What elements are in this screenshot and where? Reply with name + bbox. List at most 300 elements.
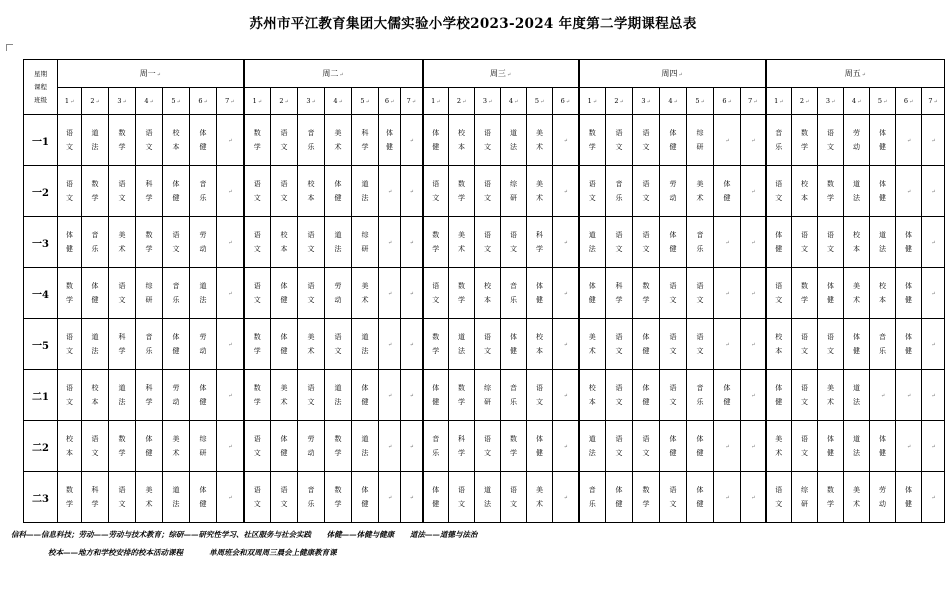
- subject-cell[interactable]: [352, 115, 379, 166]
- subject-cell[interactable]: [766, 421, 792, 472]
- subject-cell[interactable]: [244, 217, 271, 268]
- subject-cell[interactable]: [298, 115, 325, 166]
- subject-cell[interactable]: [449, 472, 475, 523]
- subject-cell[interactable]: [714, 115, 741, 166]
- subject-cell[interactable]: [633, 370, 660, 421]
- subject-cell[interactable]: [687, 421, 714, 472]
- subject-cell[interactable]: [401, 166, 423, 217]
- subject-name: 体 健: [696, 435, 704, 457]
- subject-cell[interactable]: [401, 370, 423, 421]
- subject-cell[interactable]: [423, 472, 449, 523]
- subject-cell[interactable]: [244, 115, 271, 166]
- subject-cell[interactable]: [741, 166, 766, 217]
- subject-cell[interactable]: [714, 217, 741, 268]
- subject-cell[interactable]: [660, 166, 687, 217]
- subject-cell[interactable]: [58, 268, 82, 319]
- subject-cell[interactable]: [82, 370, 109, 421]
- subject-name: 音 乐: [510, 384, 517, 406]
- subject-cell[interactable]: [922, 217, 945, 268]
- subject-name: 劳 动: [879, 486, 886, 508]
- subject-cell[interactable]: [527, 268, 553, 319]
- subject-cell[interactable]: [163, 319, 190, 370]
- subject-name: 数 学: [432, 231, 440, 253]
- subject-cell[interactable]: [579, 268, 606, 319]
- subject-cell[interactable]: [190, 115, 217, 166]
- subject-cell[interactable]: [714, 268, 741, 319]
- subject-cell[interactable]: [922, 319, 945, 370]
- subject-cell[interactable]: [82, 472, 109, 523]
- subject-cell[interactable]: [606, 370, 633, 421]
- subject-cell[interactable]: [244, 268, 271, 319]
- subject-cell[interactable]: [766, 268, 792, 319]
- subject-cell[interactable]: [527, 115, 553, 166]
- subject-cell[interactable]: [714, 319, 741, 370]
- subject-cell[interactable]: [325, 115, 352, 166]
- subject-cell[interactable]: [766, 319, 792, 370]
- subject-cell[interactable]: [379, 268, 401, 319]
- subject-cell[interactable]: [844, 370, 870, 421]
- subject-cell[interactable]: [449, 421, 475, 472]
- subject-cell[interactable]: [606, 217, 633, 268]
- subject-cell[interactable]: [501, 166, 527, 217]
- subject-cell[interactable]: [844, 319, 870, 370]
- subject-cell[interactable]: [244, 319, 271, 370]
- subject-cell[interactable]: [660, 217, 687, 268]
- subject-cell[interactable]: [633, 319, 660, 370]
- subject-cell[interactable]: [660, 472, 687, 523]
- period-number: 3↵: [298, 88, 325, 115]
- subject-cell[interactable]: [579, 115, 606, 166]
- subject-cell[interactable]: [687, 319, 714, 370]
- subject-cell[interactable]: [792, 268, 818, 319]
- subject-cell[interactable]: [271, 115, 298, 166]
- subject-cell[interactable]: [766, 370, 792, 421]
- subject-name: 美 术: [536, 129, 543, 151]
- subject-cell[interactable]: [449, 319, 475, 370]
- subject-cell[interactable]: [163, 421, 190, 472]
- subject-cell[interactable]: [579, 217, 606, 268]
- subject-name: 校 本: [853, 231, 860, 253]
- subject-cell[interactable]: [136, 370, 163, 421]
- subject-cell[interactable]: [501, 115, 527, 166]
- subject-cell[interactable]: [870, 166, 896, 217]
- subject-cell[interactable]: [844, 166, 870, 217]
- subject-cell[interactable]: [792, 472, 818, 523]
- subject-cell[interactable]: [606, 421, 633, 472]
- class-label: 一1: [24, 115, 58, 166]
- subject-cell[interactable]: [136, 115, 163, 166]
- subject-cell[interactable]: [606, 115, 633, 166]
- subject-cell[interactable]: [217, 421, 244, 472]
- subject-cell[interactable]: [553, 370, 579, 421]
- subject-cell[interactable]: [766, 472, 792, 523]
- subject-cell[interactable]: [660, 115, 687, 166]
- subject-cell[interactable]: [58, 217, 82, 268]
- subject-cell[interactable]: [379, 166, 401, 217]
- subject-cell[interactable]: [687, 370, 714, 421]
- subject-cell[interactable]: [401, 472, 423, 523]
- subject-cell[interactable]: [217, 217, 244, 268]
- subject-cell[interactable]: [271, 217, 298, 268]
- subject-cell[interactable]: [475, 115, 501, 166]
- subject-cell[interactable]: [870, 319, 896, 370]
- subject-cell[interactable]: [423, 115, 449, 166]
- subject-cell[interactable]: [325, 268, 352, 319]
- subject-name: 数 学: [253, 129, 261, 151]
- subject-cell[interactable]: [190, 217, 217, 268]
- subject-cell[interactable]: [553, 268, 579, 319]
- subject-cell[interactable]: [325, 319, 352, 370]
- subject-cell[interactable]: [379, 115, 401, 166]
- subject-cell[interactable]: [109, 115, 136, 166]
- subject-cell[interactable]: [818, 370, 844, 421]
- subject-cell[interactable]: [792, 166, 818, 217]
- subject-cell[interactable]: [792, 421, 818, 472]
- subject-cell[interactable]: [870, 370, 896, 421]
- subject-cell[interactable]: [553, 472, 579, 523]
- subject-cell[interactable]: [896, 166, 922, 217]
- subject-cell[interactable]: [714, 421, 741, 472]
- subject-cell[interactable]: [870, 115, 896, 166]
- subject-cell[interactable]: [741, 370, 766, 421]
- subject-cell[interactable]: [741, 217, 766, 268]
- subject-cell[interactable]: [190, 268, 217, 319]
- subject-cell[interactable]: [109, 319, 136, 370]
- subject-cell[interactable]: [217, 115, 244, 166]
- subject-cell[interactable]: [82, 217, 109, 268]
- subject-cell[interactable]: [325, 370, 352, 421]
- subject-cell[interactable]: [423, 421, 449, 472]
- subject-cell[interactable]: [741, 421, 766, 472]
- subject-cell[interactable]: [896, 319, 922, 370]
- subject-cell[interactable]: [527, 166, 553, 217]
- corner-label: 课程: [34, 82, 47, 91]
- subject-name: 语 文: [118, 282, 126, 304]
- subject-cell[interactable]: [379, 421, 401, 472]
- subject-name: 语 文: [696, 282, 704, 304]
- subject-cell[interactable]: [298, 166, 325, 217]
- subject-cell[interactable]: [792, 370, 818, 421]
- subject-cell[interactable]: [501, 319, 527, 370]
- subject-name: 音 乐: [307, 129, 315, 151]
- subject-cell[interactable]: [136, 472, 163, 523]
- subject-cell[interactable]: [896, 472, 922, 523]
- subject-cell[interactable]: [527, 217, 553, 268]
- subject-cell[interactable]: [352, 472, 379, 523]
- subject-cell[interactable]: [423, 268, 449, 319]
- subject-cell[interactable]: [58, 115, 82, 166]
- subject-cell[interactable]: [792, 115, 818, 166]
- paragraph-mark-icon: ↵: [228, 137, 233, 144]
- subject-cell[interactable]: [271, 370, 298, 421]
- subject-name: 体 健: [199, 486, 207, 508]
- subject-cell[interactable]: [109, 370, 136, 421]
- subject-cell[interactable]: [553, 166, 579, 217]
- subject-cell[interactable]: [190, 166, 217, 217]
- subject-cell[interactable]: [741, 268, 766, 319]
- subject-cell[interactable]: [896, 421, 922, 472]
- subject-cell[interactable]: [579, 166, 606, 217]
- subject-cell[interactable]: [82, 268, 109, 319]
- subject-name: 校 本: [484, 282, 491, 304]
- subject-cell[interactable]: [818, 166, 844, 217]
- subject-cell[interactable]: [714, 370, 741, 421]
- subject-cell[interactable]: [449, 370, 475, 421]
- subject-cell[interactable]: [352, 166, 379, 217]
- subject-cell[interactable]: [423, 217, 449, 268]
- subject-cell[interactable]: [844, 472, 870, 523]
- subject-cell[interactable]: [379, 472, 401, 523]
- subject-cell[interactable]: [687, 115, 714, 166]
- subject-cell[interactable]: [844, 217, 870, 268]
- subject-cell[interactable]: [475, 370, 501, 421]
- subject-cell[interactable]: [896, 217, 922, 268]
- subject-cell[interactable]: [217, 166, 244, 217]
- subject-cell[interactable]: [298, 472, 325, 523]
- subject-name: 科 学: [361, 129, 369, 151]
- subject-cell[interactable]: [922, 268, 945, 319]
- subject-cell[interactable]: [352, 421, 379, 472]
- subject-cell[interactable]: [136, 268, 163, 319]
- subject-cell[interactable]: [633, 268, 660, 319]
- subject-cell[interactable]: [844, 421, 870, 472]
- subject-cell[interactable]: [870, 217, 896, 268]
- subject-name: 语 文: [827, 129, 834, 151]
- subject-cell[interactable]: [109, 217, 136, 268]
- subject-cell[interactable]: [606, 472, 633, 523]
- subject-cell[interactable]: [818, 319, 844, 370]
- subject-cell[interactable]: [687, 166, 714, 217]
- subject-cell[interactable]: [298, 268, 325, 319]
- subject-cell[interactable]: [553, 217, 579, 268]
- subject-cell[interactable]: [792, 319, 818, 370]
- subject-cell[interactable]: [271, 319, 298, 370]
- subject-cell[interactable]: [109, 421, 136, 472]
- subject-cell[interactable]: [298, 421, 325, 472]
- subject-cell[interactable]: [660, 370, 687, 421]
- subject-cell[interactable]: [163, 166, 190, 217]
- subject-cell[interactable]: [714, 472, 741, 523]
- subject-cell[interactable]: [922, 166, 945, 217]
- subject-cell[interactable]: [922, 421, 945, 472]
- subject-cell[interactable]: [82, 115, 109, 166]
- subject-cell[interactable]: [217, 472, 244, 523]
- subject-cell[interactable]: [163, 472, 190, 523]
- subject-cell[interactable]: [217, 370, 244, 421]
- subject-name: 音 乐: [307, 486, 315, 508]
- subject-cell[interactable]: [844, 115, 870, 166]
- subject-cell[interactable]: [379, 217, 401, 268]
- subject-cell[interactable]: [449, 217, 475, 268]
- subject-cell[interactable]: [660, 268, 687, 319]
- subject-cell[interactable]: [109, 268, 136, 319]
- subject-cell[interactable]: [449, 166, 475, 217]
- subject-cell[interactable]: [687, 268, 714, 319]
- subject-cell[interactable]: [741, 319, 766, 370]
- subject-cell[interactable]: [527, 421, 553, 472]
- subject-cell[interactable]: [58, 370, 82, 421]
- subject-cell[interactable]: [527, 319, 553, 370]
- subject-cell[interactable]: [501, 472, 527, 523]
- subject-cell[interactable]: [633, 421, 660, 472]
- subject-cell[interactable]: [58, 421, 82, 472]
- subject-cell[interactable]: [922, 370, 945, 421]
- subject-cell[interactable]: [660, 421, 687, 472]
- subject-cell[interactable]: [844, 268, 870, 319]
- subject-cell[interactable]: [190, 421, 217, 472]
- subject-cell[interactable]: [896, 268, 922, 319]
- subject-name: 校 本: [66, 435, 73, 457]
- subject-cell[interactable]: [741, 115, 766, 166]
- subject-cell[interactable]: [271, 166, 298, 217]
- subject-cell[interactable]: [190, 370, 217, 421]
- subject-cell[interactable]: [325, 421, 352, 472]
- subject-cell[interactable]: [298, 319, 325, 370]
- subject-cell[interactable]: [870, 421, 896, 472]
- paragraph-mark-icon: ↵: [228, 239, 233, 246]
- subject-cell[interactable]: [579, 370, 606, 421]
- paragraph-mark-icon: ↵: [931, 239, 936, 246]
- subject-cell[interactable]: [423, 370, 449, 421]
- subject-cell[interactable]: [401, 268, 423, 319]
- subject-cell[interactable]: [579, 421, 606, 472]
- subject-cell[interactable]: [109, 166, 136, 217]
- subject-cell[interactable]: [553, 115, 579, 166]
- paragraph-mark-icon: ↵: [931, 443, 936, 450]
- subject-cell[interactable]: [922, 472, 945, 523]
- subject-name: 数 学: [432, 333, 440, 355]
- subject-cell[interactable]: [58, 319, 82, 370]
- subject-cell[interactable]: [352, 370, 379, 421]
- subject-cell[interactable]: [423, 166, 449, 217]
- subject-cell[interactable]: [401, 115, 423, 166]
- subject-cell[interactable]: [633, 166, 660, 217]
- subject-cell[interactable]: [766, 115, 792, 166]
- subject-cell[interactable]: [163, 370, 190, 421]
- subject-cell[interactable]: [190, 319, 217, 370]
- subject-cell[interactable]: [818, 268, 844, 319]
- subject-cell[interactable]: [633, 217, 660, 268]
- subject-cell[interactable]: [501, 370, 527, 421]
- subject-cell[interactable]: [818, 472, 844, 523]
- subject-cell[interactable]: [449, 268, 475, 319]
- subject-cell[interactable]: [217, 268, 244, 319]
- subject-cell[interactable]: [136, 166, 163, 217]
- subject-cell[interactable]: [527, 370, 553, 421]
- subject-cell[interactable]: [352, 217, 379, 268]
- subject-cell[interactable]: [870, 268, 896, 319]
- subject-cell[interactable]: [58, 472, 82, 523]
- subject-cell[interactable]: [741, 472, 766, 523]
- subject-cell[interactable]: [633, 115, 660, 166]
- subject-cell[interactable]: [687, 472, 714, 523]
- subject-cell[interactable]: [501, 217, 527, 268]
- subject-cell[interactable]: [136, 421, 163, 472]
- subject-cell[interactable]: [475, 421, 501, 472]
- subject-cell[interactable]: [766, 166, 792, 217]
- subject-cell[interactable]: [271, 421, 298, 472]
- subject-cell[interactable]: [244, 370, 271, 421]
- subject-name: 体 健: [615, 486, 623, 508]
- subject-name: 语 文: [458, 486, 465, 508]
- subject-cell[interactable]: [109, 472, 136, 523]
- subject-cell[interactable]: [449, 115, 475, 166]
- subject-cell[interactable]: [818, 421, 844, 472]
- subject-cell[interactable]: [766, 217, 792, 268]
- subject-cell[interactable]: [818, 115, 844, 166]
- subject-cell[interactable]: [579, 472, 606, 523]
- subject-cell[interactable]: [325, 472, 352, 523]
- subject-cell[interactable]: [352, 319, 379, 370]
- subject-cell[interactable]: [298, 370, 325, 421]
- subject-cell[interactable]: [271, 268, 298, 319]
- subject-cell[interactable]: [401, 319, 423, 370]
- subject-cell[interactable]: [896, 115, 922, 166]
- subject-cell[interactable]: [401, 217, 423, 268]
- subject-cell[interactable]: [527, 472, 553, 523]
- subject-cell[interactable]: [475, 217, 501, 268]
- subject-cell[interactable]: [475, 319, 501, 370]
- paragraph-mark-icon: ↵: [387, 239, 393, 246]
- subject-cell[interactable]: [352, 268, 379, 319]
- subject-cell[interactable]: [896, 370, 922, 421]
- subject-cell[interactable]: [163, 268, 190, 319]
- subject-cell[interactable]: [606, 166, 633, 217]
- subject-cell[interactable]: [423, 319, 449, 370]
- subject-cell[interactable]: [606, 319, 633, 370]
- subject-cell[interactable]: [271, 472, 298, 523]
- subject-cell[interactable]: [136, 217, 163, 268]
- subject-cell[interactable]: [401, 421, 423, 472]
- subject-cell[interactable]: [922, 115, 945, 166]
- subject-cell[interactable]: [660, 319, 687, 370]
- subject-cell[interactable]: [379, 319, 401, 370]
- subject-cell[interactable]: [217, 319, 244, 370]
- subject-cell[interactable]: [82, 166, 109, 217]
- subject-cell[interactable]: [163, 217, 190, 268]
- subject-cell[interactable]: [606, 268, 633, 319]
- subject-cell[interactable]: [475, 268, 501, 319]
- subject-cell[interactable]: [325, 217, 352, 268]
- subject-cell[interactable]: [82, 421, 109, 472]
- subject-cell[interactable]: [475, 166, 501, 217]
- subject-cell[interactable]: [325, 166, 352, 217]
- subject-cell[interactable]: [687, 217, 714, 268]
- subject-cell[interactable]: [163, 115, 190, 166]
- subject-cell[interactable]: [501, 421, 527, 472]
- subject-cell[interactable]: [501, 268, 527, 319]
- subject-cell[interactable]: [553, 319, 579, 370]
- subject-cell[interactable]: [379, 370, 401, 421]
- subject-cell[interactable]: [870, 472, 896, 523]
- subject-cell[interactable]: [298, 217, 325, 268]
- subject-cell[interactable]: [818, 217, 844, 268]
- subject-cell[interactable]: [579, 319, 606, 370]
- subject-cell[interactable]: [553, 421, 579, 472]
- subject-cell[interactable]: [244, 472, 271, 523]
- subject-cell[interactable]: [82, 319, 109, 370]
- subject-cell[interactable]: [475, 472, 501, 523]
- subject-cell[interactable]: [633, 472, 660, 523]
- subject-cell[interactable]: [792, 217, 818, 268]
- period-number: 1↵: [244, 88, 271, 115]
- subject-cell[interactable]: [136, 319, 163, 370]
- subject-cell[interactable]: [190, 472, 217, 523]
- subject-cell[interactable]: [244, 166, 271, 217]
- subject-cell[interactable]: [244, 421, 271, 472]
- subject-cell[interactable]: [714, 166, 741, 217]
- subject-cell[interactable]: [58, 166, 82, 217]
